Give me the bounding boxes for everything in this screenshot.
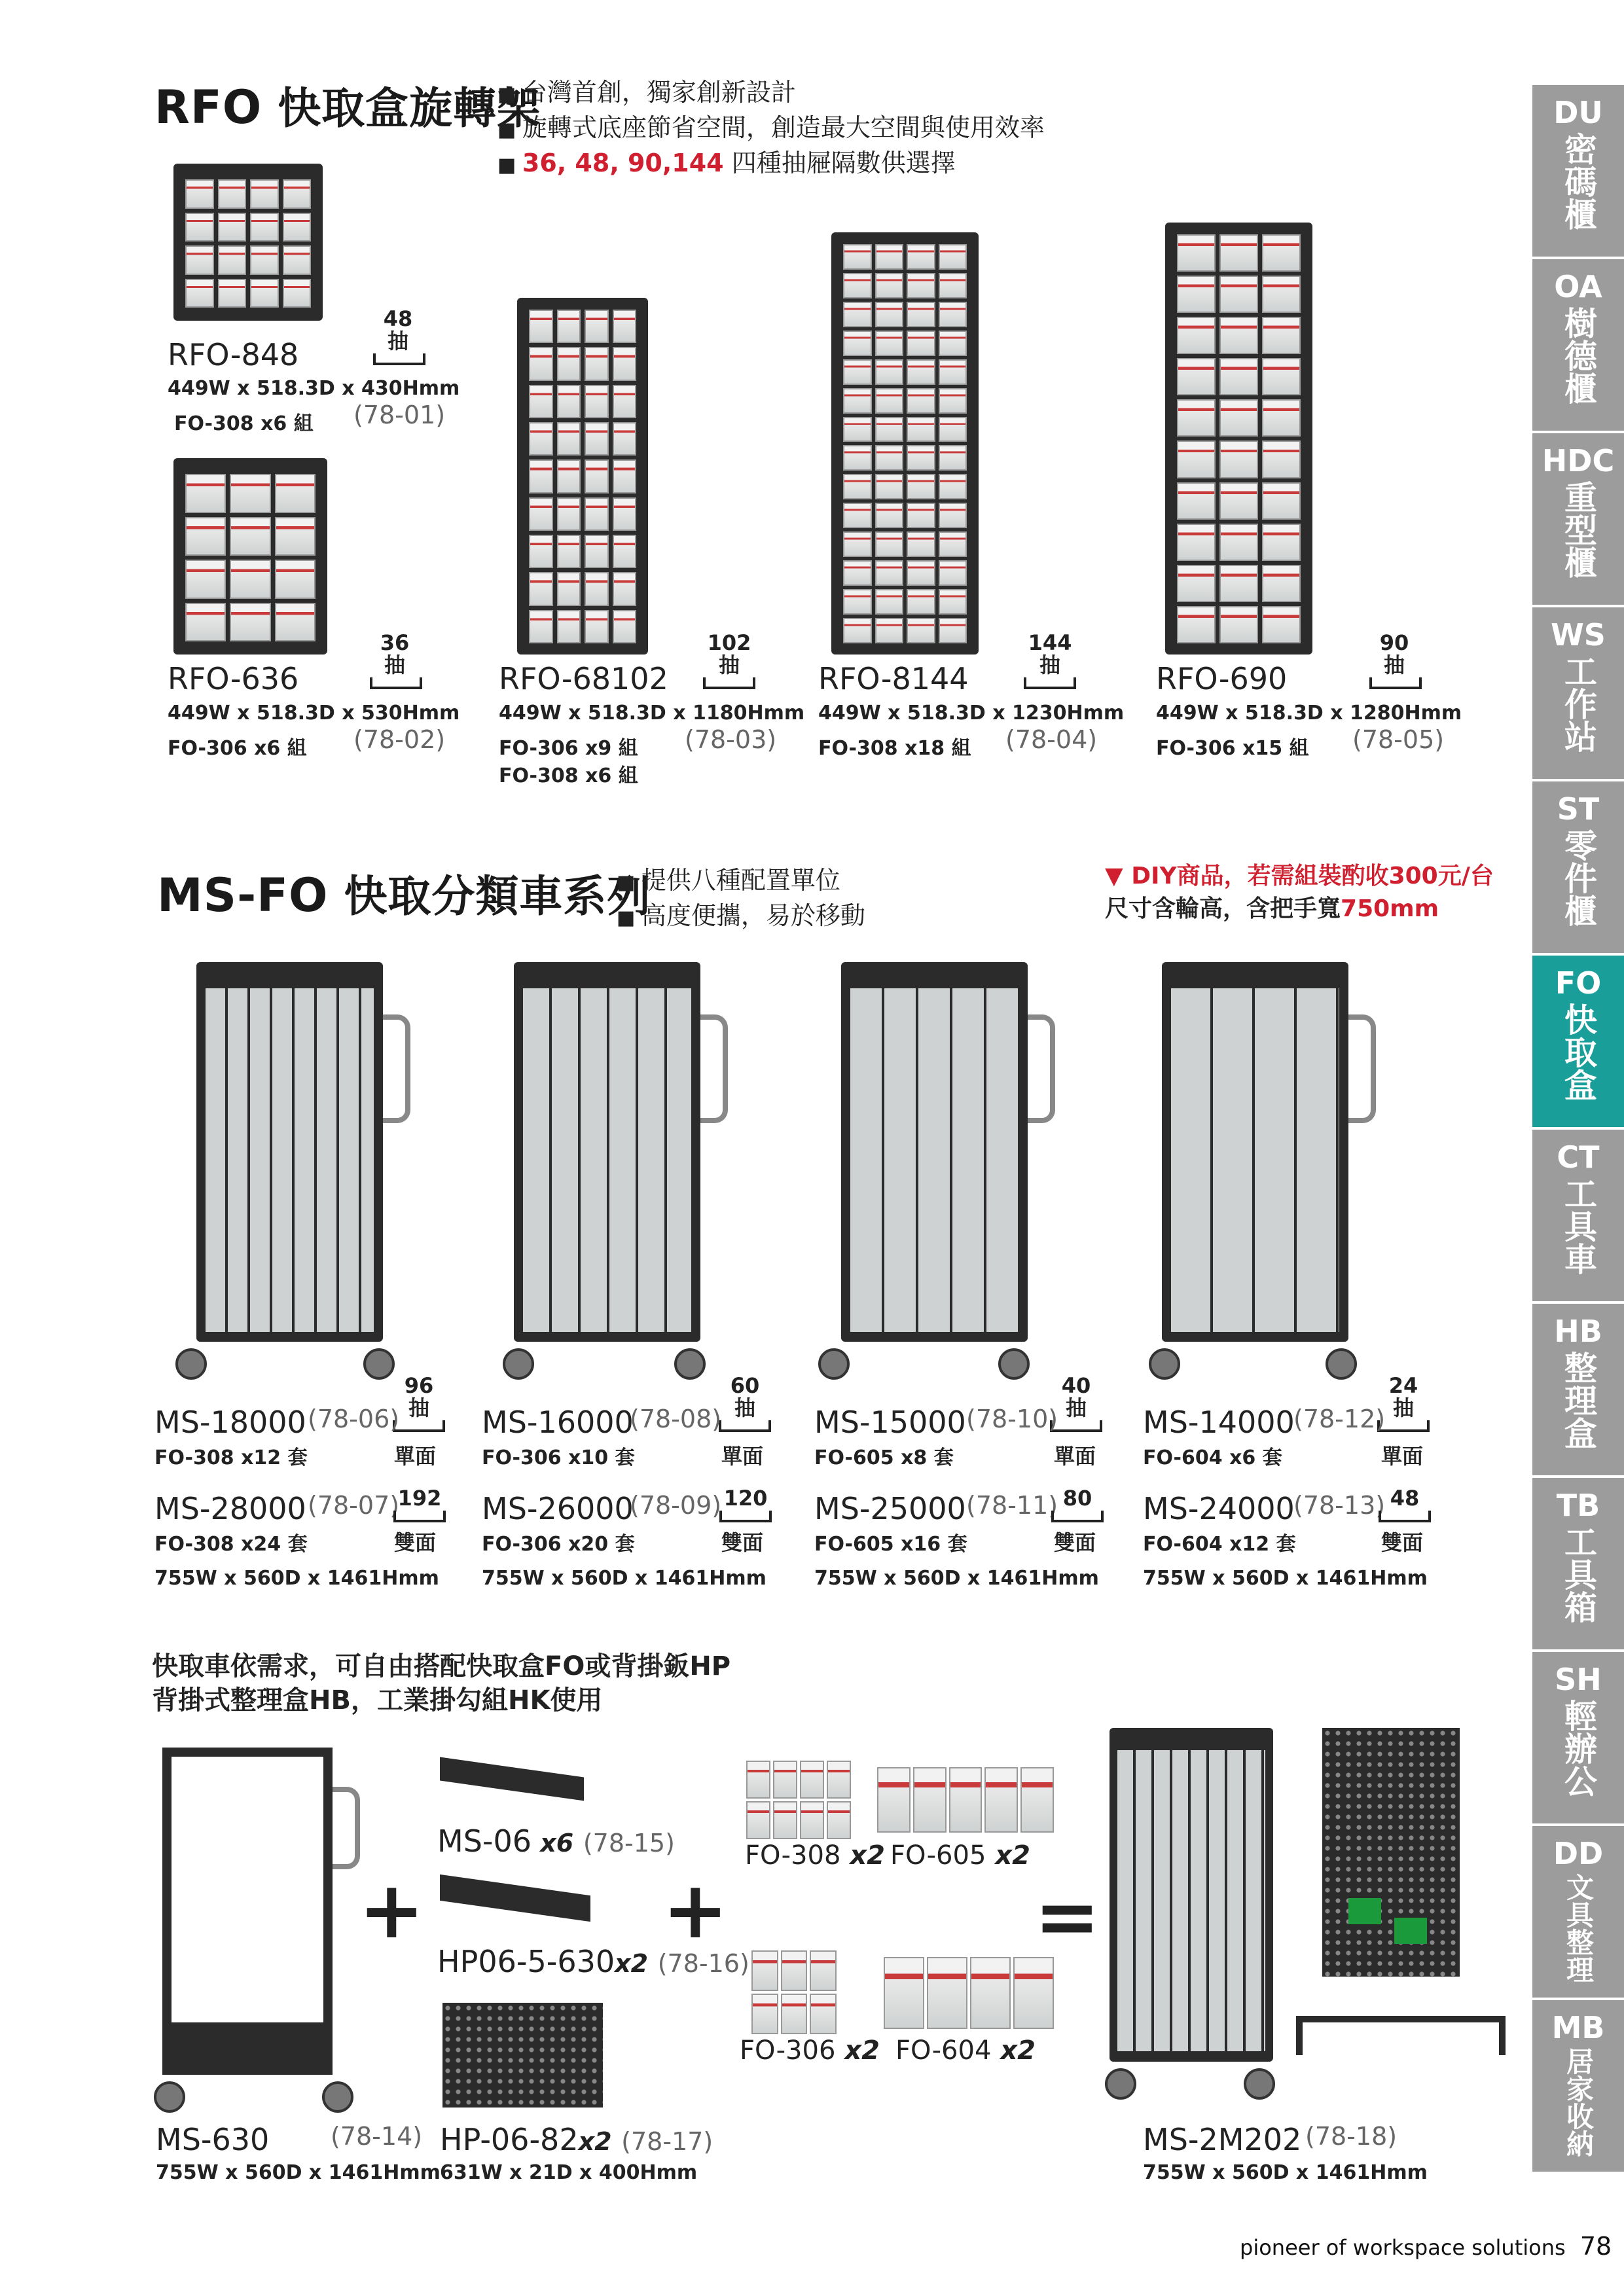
tab-code: MB [1551, 2010, 1605, 2045]
combo-intro [152, 1649, 731, 1717]
rfo-848-model: RFO-848 [168, 337, 299, 372]
tab-name: 工具箱 [1559, 1525, 1597, 1623]
tab-code: WS [1551, 617, 1606, 653]
ms-16000-ref: (78-08) [630, 1405, 722, 1433]
rfo-636-model: RFO-636 [168, 661, 299, 696]
sidebar-tab-fo[interactable] [1532, 956, 1624, 1127]
tab-code: ST [1557, 791, 1600, 827]
tab-code: OA [1554, 269, 1602, 304]
ms-28000-model: MS-28000 [154, 1491, 306, 1526]
fo-306-label [740, 2036, 880, 2066]
ms-06-qty: x6 [532, 1829, 574, 1857]
combo-intro-line-2: 背掛式整理盒HB，工業掛勾組HK使用 [152, 1685, 603, 1715]
fo-604-label [895, 2036, 1036, 2066]
rfo-636-ref: (78-02) [353, 725, 446, 754]
sidebar-tab-dd[interactable] [1532, 1826, 1624, 1998]
rfo-636-count [370, 632, 420, 689]
tab-name: 工具車 [1559, 1177, 1597, 1275]
hp06-qty: x2 [615, 1949, 649, 1978]
tab-name: 整理盒 [1559, 1351, 1597, 1449]
rfo-690-dims: 449W x 518.3D x 1280Hmm [1156, 702, 1462, 725]
sidebar-tab-sh[interactable] [1532, 1652, 1624, 1823]
hp-06-82-dims: 631W x 21D x 400Hmm [440, 2161, 698, 2184]
ms-26000-count [717, 1487, 774, 1522]
tab-code: HB [1554, 1314, 1602, 1349]
bracket-icon [719, 1511, 772, 1522]
rfo-68102-dims: 449W x 518.3D x 1180Hmm [499, 702, 805, 725]
rfo-848-count [373, 308, 423, 365]
footer-tagline: pioneer of workspace solutions [1240, 2235, 1566, 2260]
rfo-68102-ref: (78-03) [685, 725, 777, 754]
footer [1240, 2232, 1612, 2261]
page-number: 78 [1579, 2232, 1612, 2261]
ms-14000-model: MS-14000 [1143, 1405, 1295, 1440]
ms-24000-ref: (78-13) [1293, 1491, 1386, 1520]
sidebar-tab-mb[interactable] [1532, 2000, 1624, 2172]
fo-605-qty: x2 [986, 1840, 1030, 1871]
ms-18000-model: MS-18000 [154, 1405, 306, 1440]
tab-name: 輕辦公 [1559, 1699, 1597, 1797]
rfo-636-image [173, 458, 327, 655]
diy-note-width: 750mm [1341, 895, 1439, 922]
hp-06-82-ref: (78-17) [621, 2127, 713, 2156]
ms-2m202-dims: 755W x 560D x 1461Hmm [1143, 2161, 1428, 2184]
tab-code: SH [1555, 1662, 1602, 1697]
tab-name: 樹德櫃 [1559, 306, 1597, 404]
ms-15000-face: 單面 [1054, 1444, 1096, 1469]
hp06-ref: (78-16) [657, 1949, 749, 1978]
ms-25000-parts: FO-605 x16 套 [814, 1533, 967, 1556]
combo-intro-line-1: 快取車依需求，可自由搭配快取盒FO或背掛鈑HP [152, 1651, 731, 1681]
rfo-title [154, 73, 541, 135]
sidebar-tab-hdc[interactable] [1532, 433, 1624, 605]
wrench-icon: ▼ [1105, 863, 1123, 889]
bracket-icon [1369, 677, 1422, 689]
ms-28000-count [391, 1487, 448, 1522]
rfo-bullet-1: ■ 台灣首創，獨家創新設計 [497, 76, 1045, 111]
count-unit: 抽 [387, 329, 408, 353]
bracket-icon [1379, 1511, 1431, 1522]
rfo-690-model: RFO-690 [1156, 661, 1288, 696]
fo-308-label [745, 1840, 885, 1871]
sidebar-tab-st[interactable] [1532, 781, 1624, 953]
equals-icon: = [1034, 1872, 1100, 1963]
fo-306-image [751, 1950, 837, 2034]
count-number: 102 [707, 630, 751, 655]
rfo-690-ref: (78-05) [1352, 725, 1445, 754]
fo-306-qty: x2 [835, 2036, 880, 2066]
ms-24000-model: MS-24000 [1143, 1491, 1295, 1526]
tab-code: FO [1555, 965, 1602, 1001]
bracket-icon [1051, 1511, 1104, 1522]
ms-15000-parts: FO-605 x8 套 [814, 1446, 954, 1469]
rfo-bullet-3-highlight: 36, 48, 90,144 [522, 149, 724, 177]
sidebar-tab-ct[interactable] [1532, 1130, 1624, 1301]
ms-col1-dims: 755W x 560D x 1461Hmm [154, 1567, 439, 1590]
fo-308-image [746, 1761, 851, 1839]
ms-col3-dims: 755W x 560D x 1461Hmm [814, 1567, 1099, 1590]
rfo-8144-count [1022, 632, 1077, 689]
tab-name: 快取盒 [1559, 1003, 1597, 1101]
tab-code: CT [1557, 1139, 1600, 1175]
ms-15000-ref: (78-10) [966, 1405, 1058, 1433]
msfo-title [157, 861, 651, 924]
rfo-690-parts: FO-306 x15 組 [1156, 737, 1309, 760]
count-number: 192 [397, 1486, 442, 1511]
ms-630-dims: 755W x 560D x 1461Hmm [156, 2161, 441, 2184]
ms-25000-model: MS-25000 [814, 1491, 966, 1526]
ms-16000-face: 單面 [721, 1444, 764, 1469]
ms-28000-face: 雙面 [394, 1530, 437, 1555]
tab-name: 零件櫃 [1559, 829, 1597, 927]
tab-code: HDC [1542, 443, 1615, 478]
fo-605-label [890, 1840, 1030, 1871]
tab-name: 密碼櫃 [1559, 132, 1597, 230]
rfo-8144-image [831, 232, 979, 655]
tab-code: DD [1553, 1836, 1604, 1871]
diy-note-line-1: DIY商品，若需組裝酌收300元/台 [1131, 863, 1494, 889]
fo-604-model: FO-604 [895, 2036, 992, 2066]
sidebar-tab-tb[interactable] [1532, 1478, 1624, 1649]
rfo-848-parts: FO-308 x6 組 [174, 412, 314, 435]
rfo-68102-model: RFO-68102 [499, 661, 668, 696]
count-unit: 抽 [1039, 653, 1060, 677]
ms-25000-ref: (78-11) [966, 1491, 1058, 1520]
count-unit: 抽 [734, 1395, 755, 1420]
diy-note [1105, 860, 1494, 925]
bracket-icon [393, 1420, 445, 1432]
msfo-title-text: 快取分類車系列 [344, 871, 651, 922]
fo-604-image [884, 1957, 1054, 2029]
ms-24000-parts: FO-604 x12 套 [1143, 1533, 1296, 1556]
msfo-bullets [617, 864, 865, 935]
ms-16000-parts: FO-306 x10 套 [482, 1446, 635, 1469]
ms-25000-count [1051, 1487, 1104, 1522]
fo-308-model: FO-308 [745, 1840, 841, 1871]
rfo-bullet-2: ■ 旋轉式底座節省空間，創造最大空間與使用效率 [497, 111, 1045, 147]
msfo-bullet-1: ■ 提供八種配置單位 [617, 864, 865, 899]
fo-605-model: FO-605 [890, 1840, 986, 1871]
count-unit: 抽 [718, 653, 740, 677]
ms-18000-face: 單面 [394, 1444, 437, 1469]
sidebar-tab-ws[interactable] [1532, 607, 1624, 779]
rfo-8144-parts: FO-308 x18 組 [818, 737, 971, 760]
ms-col4-dims: 755W x 560D x 1461Hmm [1143, 1567, 1428, 1590]
ms-col2-dims: 755W x 560D x 1461Hmm [482, 1567, 767, 1590]
hp-06-82-image [442, 2003, 603, 2108]
count-number: 40 [1061, 1373, 1091, 1398]
ms-06-model: MS-06 [437, 1823, 532, 1859]
ms-16000-model: MS-16000 [482, 1405, 634, 1440]
plus-icon: + [662, 1865, 729, 1956]
count-number: 90 [1379, 630, 1409, 655]
rfo-690-count [1369, 632, 1419, 689]
fo-306-model: FO-306 [740, 2036, 836, 2066]
ms-2m202-model: MS-2M202 [1143, 2122, 1302, 2157]
rfo-636-dims: 449W x 518.3D x 530Hmm [168, 702, 460, 725]
hp-06-82-label [440, 2122, 713, 2157]
ms-16000-count [719, 1374, 771, 1432]
count-number: 120 [723, 1486, 768, 1511]
ms-06-image [440, 1757, 584, 1801]
count-number: 48 [383, 306, 413, 331]
tab-name: 居家收納 [1562, 2047, 1595, 2157]
count-unit: 抽 [408, 1395, 429, 1420]
count-number: 60 [730, 1373, 760, 1398]
bracket-icon [1024, 677, 1076, 689]
ms-06-label [437, 1823, 675, 1859]
rfo-8144-ref: (78-04) [1005, 725, 1098, 754]
count-number: 80 [1062, 1486, 1092, 1511]
ms-15000-model: MS-15000 [814, 1405, 966, 1440]
sidebar-tab-du[interactable] [1532, 85, 1624, 257]
ms-18000-parts: FO-308 x12 套 [154, 1446, 308, 1469]
plus-icon: + [359, 1865, 425, 1956]
count-unit: 抽 [384, 653, 405, 677]
count-number: 36 [380, 630, 410, 655]
ms-24000-face: 雙面 [1381, 1530, 1424, 1555]
tab-code: TB [1556, 1488, 1600, 1523]
ms-26000-ref: (78-09) [630, 1491, 722, 1520]
rfo-bullet-3-text: 四種抽屜隔數供選擇 [723, 149, 956, 177]
hp-06-82-qty: x2 [578, 2127, 612, 2156]
ms-26000-face: 雙面 [721, 1530, 764, 1555]
rfo-bullets [497, 76, 1045, 182]
count-number: 48 [1390, 1486, 1420, 1511]
count-number: 96 [404, 1373, 434, 1398]
rfo-8144-model: RFO-8144 [818, 661, 969, 696]
rfo-68102-parts: FO-306 x9 組 [499, 737, 638, 760]
tab-name: 文具整理 [1562, 1873, 1595, 1983]
ms-26000-model: MS-26000 [482, 1491, 634, 1526]
ms-06-ref: (78-15) [583, 1829, 675, 1857]
ms-18000-ref: (78-06) [308, 1405, 400, 1433]
sidebar-tab-oa[interactable] [1532, 259, 1624, 431]
msfo-code: MS-FO [157, 869, 329, 922]
diy-note-line-2: 尺寸含輪高，含把手寬 [1105, 895, 1341, 922]
rfo-code: RFO [154, 81, 262, 134]
ms-14000-ref: (78-12) [1293, 1405, 1386, 1433]
ms-14000-parts: FO-604 x6 套 [1143, 1446, 1282, 1469]
rfo-bullet-3 [497, 147, 1045, 182]
rfo-848-dims: 449W x 518.3D x 430Hmm [168, 377, 460, 400]
count-number: 24 [1388, 1373, 1418, 1398]
rfo-636-parts: FO-306 x6 組 [168, 737, 307, 760]
ms-630-model: MS-630 [156, 2122, 270, 2157]
rfo-68102-parts-2: FO-308 x6 組 [499, 764, 638, 787]
rfo-68102-count [702, 632, 757, 689]
ms-26000-parts: FO-306 x20 套 [482, 1533, 635, 1556]
fo-604-qty: x2 [991, 2036, 1036, 2066]
ms-25000-face: 雙面 [1054, 1530, 1096, 1555]
ms-28000-parts: FO-308 x24 套 [154, 1533, 308, 1556]
count-unit: 抽 [1392, 1395, 1414, 1420]
msfo-bullet-2: ■ 高度便攜，易於移動 [617, 899, 865, 935]
tab-name: 重型櫃 [1559, 480, 1597, 579]
ms-24000-count [1379, 1487, 1431, 1522]
tab-name: 工作站 [1559, 655, 1597, 753]
rfo-68102-image [517, 298, 648, 655]
sidebar-tab-hb[interactable] [1532, 1304, 1624, 1475]
bracket-icon [703, 677, 755, 689]
ms-14000-face: 單面 [1381, 1444, 1424, 1469]
rfo-title-text: 快取盒旋轉架 [278, 83, 541, 134]
fo-605-image [877, 1767, 1054, 1833]
bracket-icon [373, 353, 425, 365]
ms-630-ref: (78-14) [331, 2122, 423, 2151]
count-unit: 抽 [1383, 653, 1405, 677]
ms-2m202-ref: (78-18) [1305, 2122, 1398, 2151]
ms-28000-ref: (78-07) [308, 1491, 400, 1520]
count-unit: 抽 [1065, 1395, 1087, 1420]
hp06-model: HP06-5-630 [437, 1944, 615, 1979]
bracket-icon [393, 1511, 446, 1522]
rfo-848-image [173, 164, 323, 321]
count-number: 144 [1028, 630, 1072, 655]
ms-18000-count [393, 1374, 445, 1432]
hp06-image [440, 1874, 590, 1922]
rfo-8144-dims: 449W x 518.3D x 1230Hmm [818, 702, 1125, 725]
rfo-690-image [1165, 223, 1312, 655]
bracket-icon [370, 677, 422, 689]
bracket-icon [719, 1420, 771, 1432]
rfo-848-ref: (78-01) [353, 401, 446, 429]
hp-06-82-model: HP-06-82 [440, 2122, 579, 2157]
tab-code: DU [1553, 95, 1603, 130]
fo-308-qty: x2 [840, 1840, 885, 1871]
